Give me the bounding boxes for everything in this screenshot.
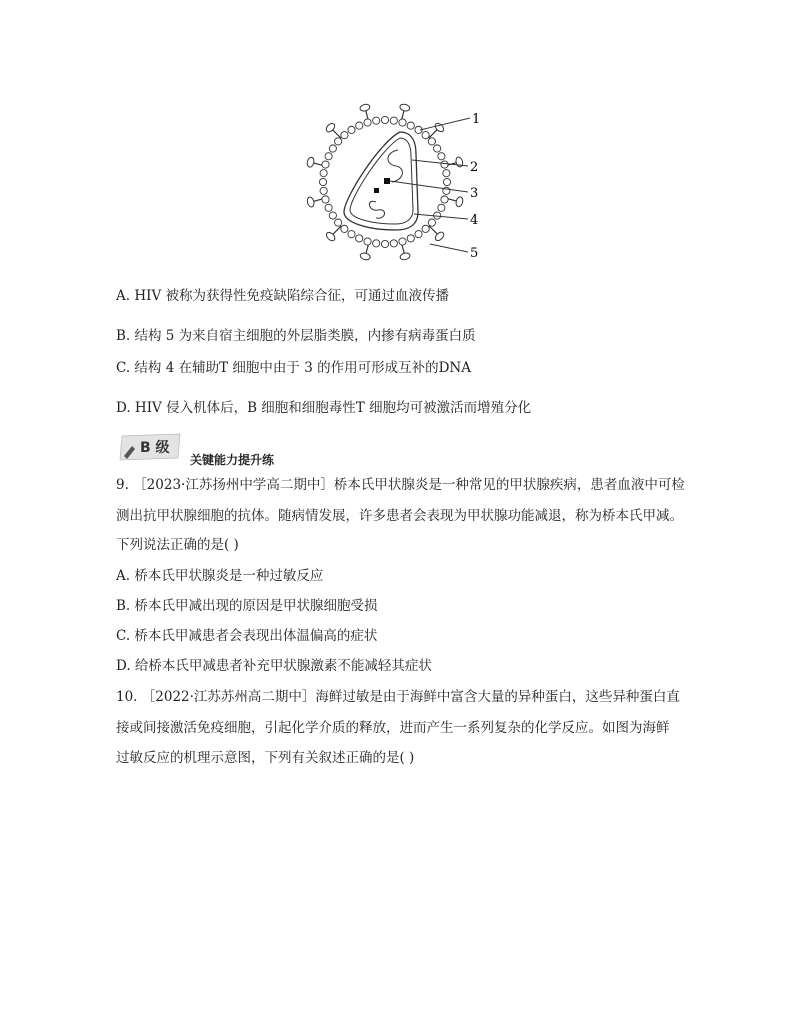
- membrane-bead: [356, 235, 363, 242]
- membrane-bead: [381, 240, 388, 247]
- glycoprotein-spike: [429, 226, 445, 242]
- membrane-bead: [335, 219, 342, 226]
- membrane-bead: [335, 138, 342, 145]
- membrane-bead: [348, 231, 355, 238]
- q9-option-c: C. 桥本氏甲减患者会表现出体温偏高的症状: [116, 628, 378, 644]
- q9-stem-line-1: 9. ［2023·江苏扬州中学高二期中］桥本氏甲状腺炎是一种常见的甲状腺疾病，患者血液中可检: [116, 477, 685, 493]
- reverse-transcriptase: [384, 178, 390, 184]
- membrane-bead: [373, 117, 380, 124]
- membrane-bead: [341, 132, 348, 139]
- membrane-bead: [443, 170, 450, 177]
- membrane-bead: [348, 126, 355, 133]
- membrane-bead: [381, 116, 388, 123]
- q9-stem-line-3: 下列说法正确的是( ): [116, 537, 239, 553]
- membrane-bead: [407, 235, 414, 242]
- membrane-bead: [390, 117, 397, 124]
- reverse-transcriptase: [374, 188, 379, 193]
- membrane-bead: [422, 132, 429, 139]
- membrane-bead: [325, 204, 332, 211]
- membrane-bead: [364, 119, 371, 126]
- membrane-bead: [322, 196, 329, 203]
- q9-option-d: D. 给桥本氏甲减患者补充甲状腺激素不能减轻其症状: [116, 658, 432, 674]
- label-line-1: [420, 118, 470, 130]
- membrane-bead: [399, 238, 406, 245]
- membrane-bead: [373, 240, 380, 247]
- membrane-bead: [320, 187, 327, 194]
- figure-label-1: 1: [472, 112, 481, 127]
- membrane-bead: [356, 122, 363, 129]
- label-line-3: [390, 181, 468, 192]
- membrane-bead: [441, 161, 448, 168]
- membrane-bead: [341, 225, 348, 232]
- q10-stem-line-3: 过敏反应的机理示意图，下列有关叙述正确的是( ): [116, 750, 415, 766]
- capsid-inner: [350, 138, 413, 224]
- membrane-bead: [364, 238, 371, 245]
- q8-option-a: A. HIV 被称为获得性免疫缺陷综合征，可通过血液传播: [116, 288, 449, 304]
- section-title: 关键能力提升练: [190, 453, 275, 467]
- hiv-structure-diagram: [300, 102, 500, 262]
- membrane-bead: [415, 231, 422, 238]
- membrane-bead: [438, 153, 445, 160]
- section-badge: [118, 432, 184, 462]
- q9-option-b: B. 桥本氏甲减出现的原因是甲状腺细胞受损: [116, 598, 378, 614]
- q8-option-c: C. 结构 4 在辅助T 细胞中由于 3 的作用可形成互补的DNA: [116, 360, 471, 376]
- membrane-bead: [441, 196, 448, 203]
- membrane-bead: [322, 161, 329, 168]
- q9-stem-line-2: 测出抗甲状腺细胞的抗体。随病情发展，许多患者会表现为甲状腺功能减退，称为桥本氏甲减。: [116, 508, 683, 524]
- figure-label-3: 3: [470, 186, 479, 201]
- membrane-bead: [422, 225, 429, 232]
- membrane-bead: [438, 204, 445, 211]
- membrane-bead: [428, 138, 435, 145]
- membrane-bead: [443, 178, 450, 185]
- membrane-bead: [428, 219, 435, 226]
- figure-label-2: 2: [470, 160, 479, 175]
- section-badge-text: B 级: [140, 440, 170, 456]
- rna-strand: [388, 150, 402, 182]
- membrane-bead: [407, 122, 414, 129]
- membrane-bead: [319, 178, 326, 185]
- membrane-bead: [325, 153, 332, 160]
- membrane-bead: [320, 170, 327, 177]
- figure-label-4: 4: [470, 213, 479, 228]
- membrane-bead: [329, 212, 336, 219]
- membrane-bead: [390, 240, 397, 247]
- q10-stem-line-2: 接或间接激活免疫细胞，引起化学介质的释放，进而产生一系列复杂的化学反应。如图为海鲜: [116, 720, 670, 736]
- q10-stem-line-1: 10. ［2022·江苏苏州高二期中］海鲜过敏是由于海鲜中富含大量的异种蛋白，这些异种蛋白直: [116, 689, 680, 705]
- glycoprotein-spike: [325, 122, 341, 138]
- capsid-outer: [344, 132, 418, 230]
- membrane-bead: [399, 119, 406, 126]
- q8-option-b: B. 结构 5 为来自宿主细胞的外层脂类膜，内掺有病毒蛋白质: [116, 328, 476, 344]
- q9-option-a: A. 桥本氏甲状腺炎是一种过敏反应: [116, 568, 324, 584]
- q8-option-d: D. HIV 侵入机体后，B 细胞和细胞毒性T 细胞均可被激活而增殖分化: [116, 400, 532, 416]
- label-line-5: [430, 244, 468, 252]
- membrane-bead: [434, 145, 441, 152]
- glycoprotein-spike: [325, 226, 341, 242]
- rna-strand: [369, 201, 384, 218]
- membrane-bead: [329, 145, 336, 152]
- figure-label-5: 5: [470, 246, 479, 261]
